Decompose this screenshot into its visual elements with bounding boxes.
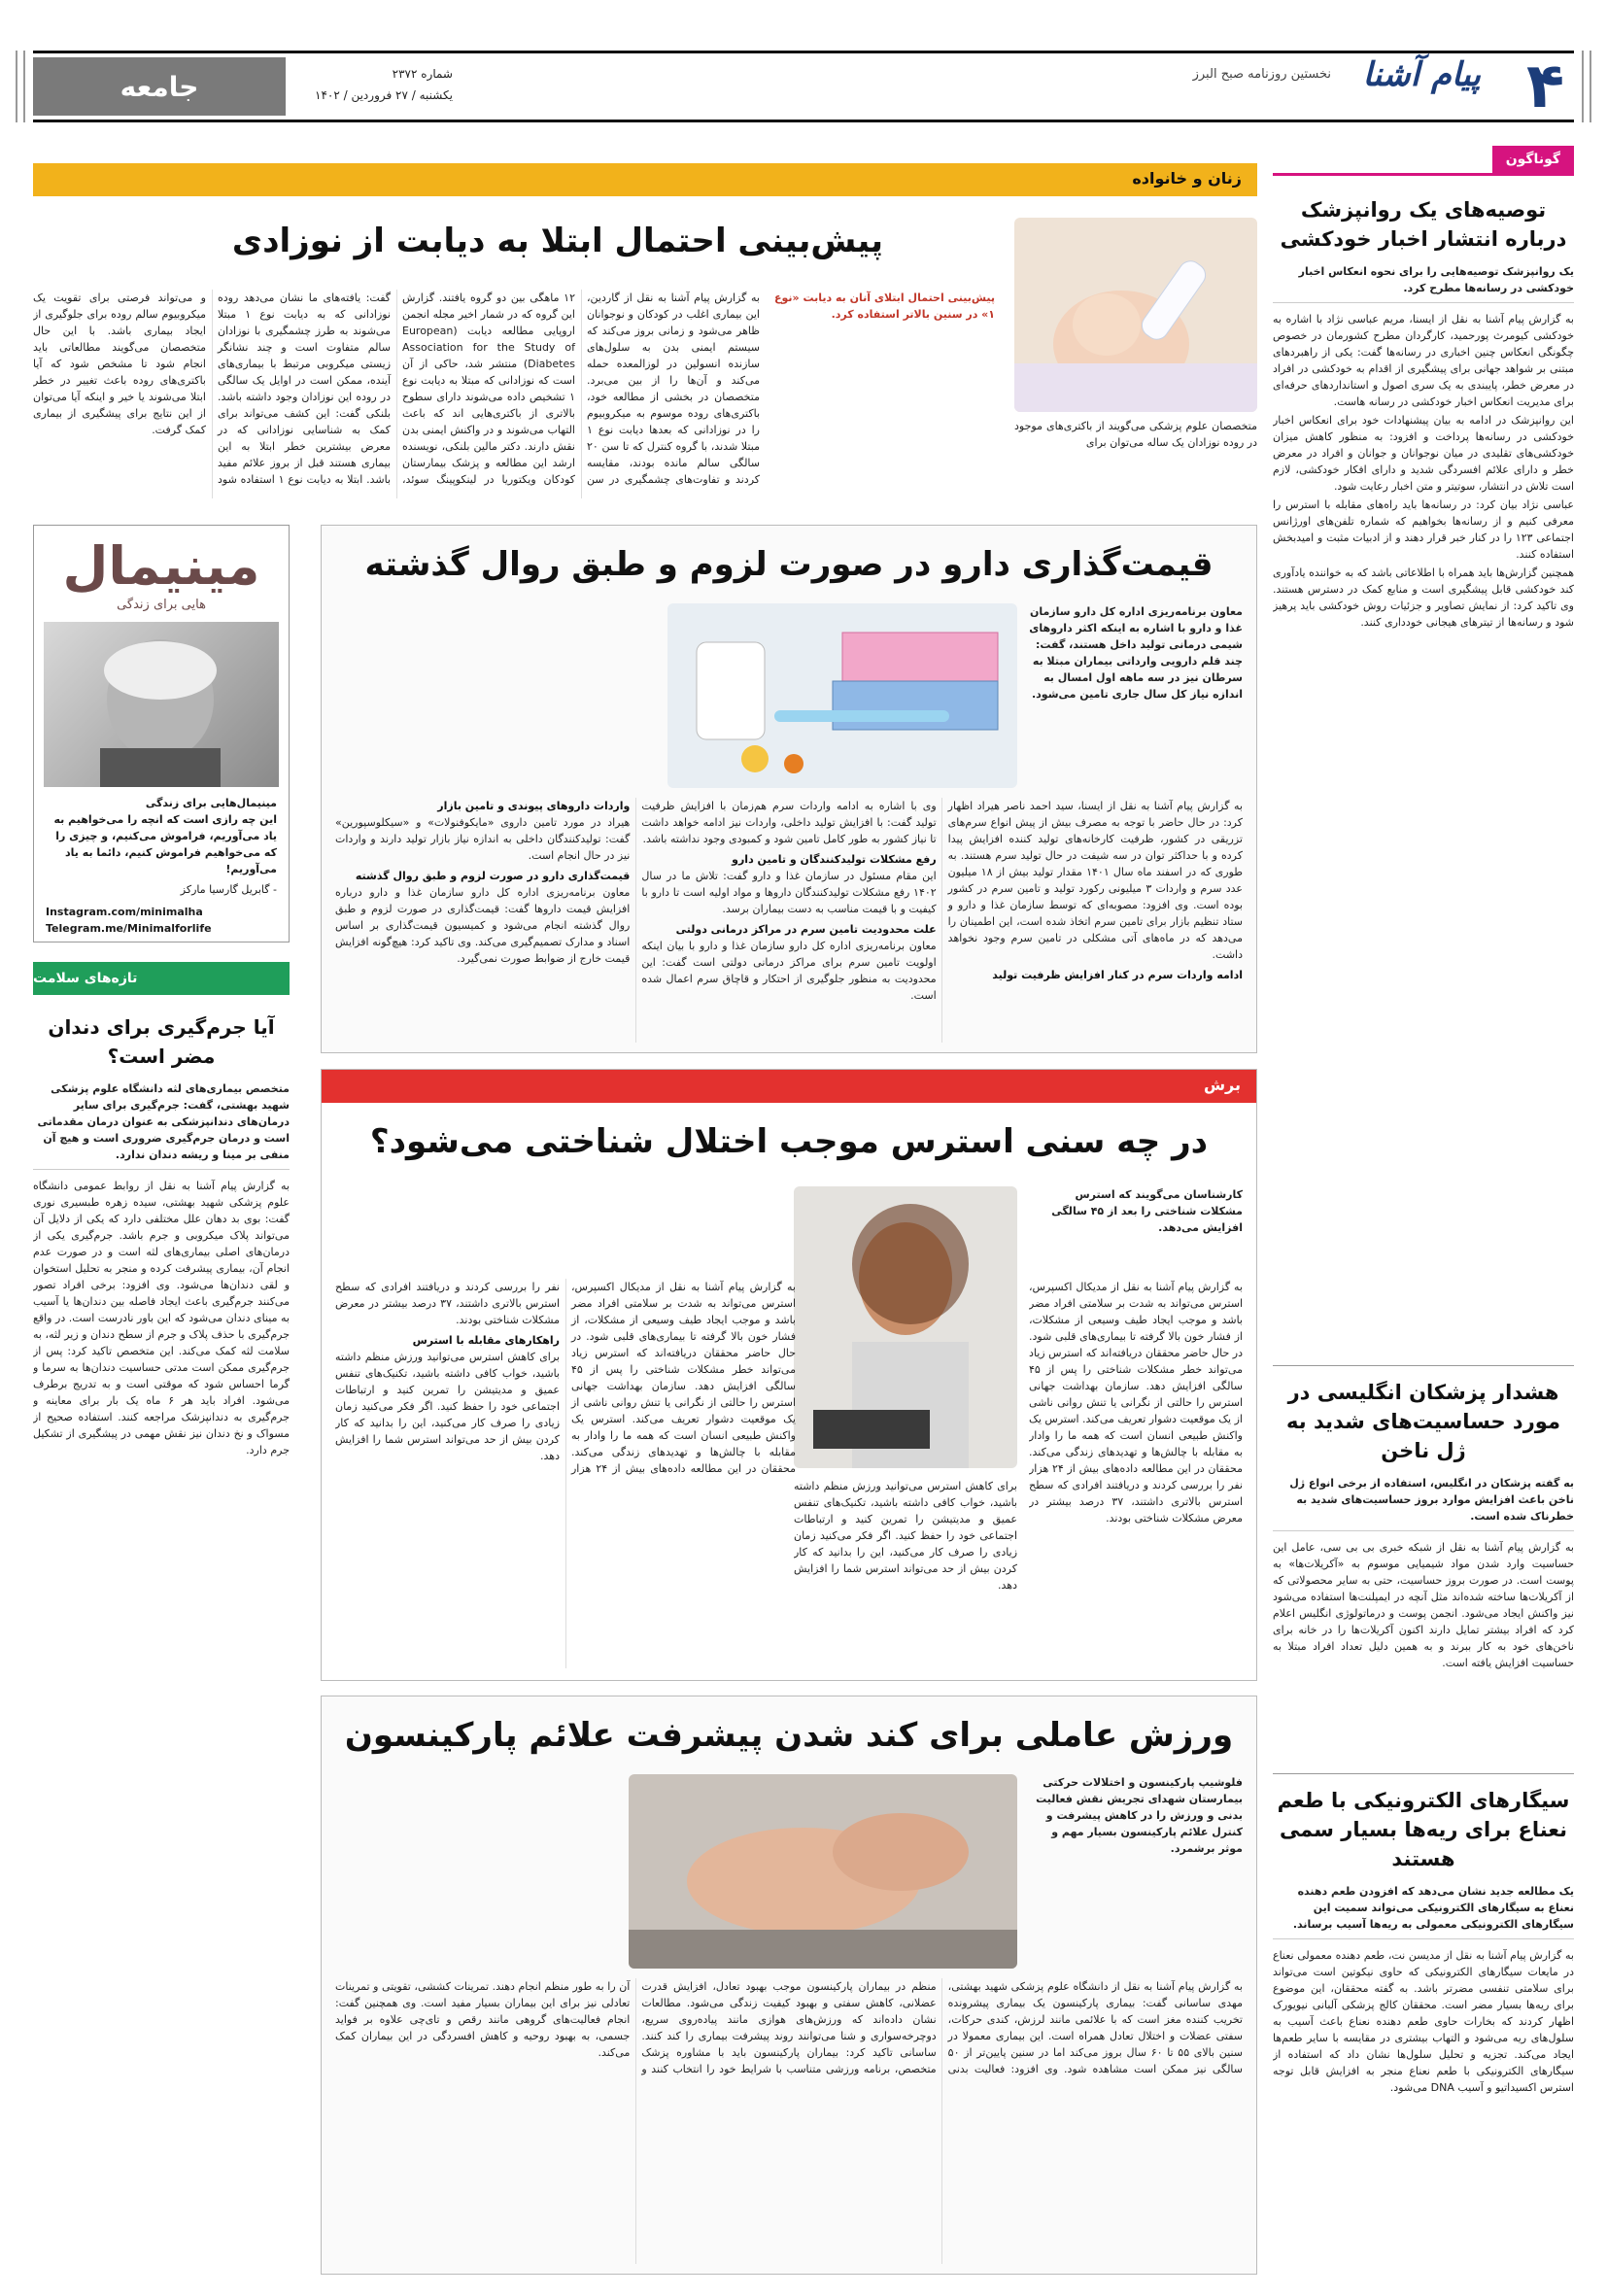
medicine-image xyxy=(667,603,1017,788)
sidebar-article-body: به گزارش پیام آشنا به نقل از شبکه خبری بی بی سی، عامل این حساسیت وارد شدن مواد شیمیایی موسوم به «آکریلات‌ها» به پوست است. در صورت بروز حساسیت، حتی به سایر محصولاتی که از آکریلات‌ها ساخته شده‌اند مثل آنچه در ایمپلنت‌ها استفاده می‌شود نیز واکنش ایجاد می‌شود. انجمن پوست و درماتولوژی انگلیس اعلام کرد که افراد بیشتر تمایل دارند اکنون آکریلات‌ها را در خانه برای ناخن‌های خود به کار ببرند و به همین دلیل تعداد افراد مبتلا به حساسیت افزایش یافته است. xyxy=(1273,1541,1574,1669)
health-article-title: آیا جرم‌گیری برای دندان مضر است؟ xyxy=(48,1015,275,1068)
section-ribbon xyxy=(33,163,1257,196)
article-lead-block xyxy=(1029,603,1243,706)
health-article-body: به گزارش پیام آشنا به نقل از روابط عمومی دانشگاه علوم پزشکی شهید بهشتی، سیده زهره طبسیری نوری گفت: بوی بد دهان علل مختلفی دارد که یکی از دلایل آن می‌تواند پلاک میکروبی و جرم باشد. جرم‌گیری یکی از درمان‌های اصلی بیماری‌های لثه است و در صورت عدم انجام آن، بیماری پیشرفت کرده و منجر به تحلیل استخوان و لقی دندان‌ها می‌شود. وی افزود: برخی افراد تصور می‌کنند جرم‌گیری باعث ایجاد فاصله بین دندان‌ها یا آسیب به مینای دندان می‌شود که این باور نادرست است. در واقع جرم‌گیری با حذف پلاک و جرم از سطح دندان و زیر لثه، به سلامت لثه کمک می‌کند. این متخصص تاکید کرد: پس از جرم‌گیری ممکن است مدتی حساسیت دندان‌ها به سرما و گرما احساس شود که موقتی است و به تدریج برطرف می‌شود. افراد باید هر ۶ ماه یک بار برای معاینه و جرم‌گیری به دندانپزشک مراجعه کنند. استفاده صحیح از مسواک و نخ دندان نیز نقش مهمی در پیشگیری از تشکیل جرم دارد. xyxy=(33,1180,290,1456)
subheading: علت محدودیت تامین سرم در مراکز درمانی دولتی xyxy=(675,923,937,936)
paragraph: همچنین گزارش‌ها باید همراه با اطلاعاتی باشد که به خواننده یادآوری کند خودکشی قابل پیشگیری است و منابع کمک در دسترس هستند. وی تاکید کرد: از نمایش تصاویر و جزئیات روش خودکشی باید پرهیز شود و رسانه‌ها از تیترهای هیجانی خودداری کنند. xyxy=(1273,566,1574,629)
article-diabetes xyxy=(33,163,1257,503)
sidebar-column xyxy=(1273,146,1574,2274)
sidebar-article-title: سیگارهای الکترونیکی با طعم نعناع برای ریه‌ها بسیار سمی هستند xyxy=(1277,1789,1570,1870)
article-body-right-column xyxy=(1029,699,1243,796)
minimal-quote-block xyxy=(34,795,289,937)
article-lead: پیش‌بینی احتمال ابتلای آنان به دیابت «نوع ۱» در سنین بالاتر استفاده کرد. xyxy=(774,291,995,321)
article-title: پیش‌بینی احتمال ابتلا به دیابت از نوزادی xyxy=(231,222,884,260)
subheading: واردات داروهای پیوندی و تامین بازار xyxy=(437,800,631,812)
article-body-under-photo xyxy=(794,1478,1017,1668)
section-ribbon xyxy=(322,1070,1256,1103)
sidebar-article-ecigarette xyxy=(1273,1773,1574,2296)
minimal-logo: مینیمال xyxy=(62,535,260,597)
paragraph: وی با اشاره به ادامه واردات سرم هم‌زمان با افزایش ظرفیت تولید گفت: با افزایش تولید داخلی، واردات نیز ادامه خواهد داشت تا نیاز کشور به طور کامل تامین شود و کمبودی وجود نداشته باشد. xyxy=(641,800,937,845)
sidebar-article-title: توصیه‌های یک روانپزشک درباره انتشار اخبار خودکشی xyxy=(1280,198,1567,251)
sidebar-article-suicide-news xyxy=(1273,189,1574,1365)
page-number: ۴ xyxy=(1525,51,1564,122)
paragraph: معاون برنامه‌ریزی اداره کل دارو سازمان غذا و دارو درباره افزایش قیمت داروها گفت: قیمت‌گذاری در صورت لزوم و طبق روال گذشته انجام می‌شود و کمیسیون قیمت‌گذاری بر اساس اسناد و مدارک تصمیم‌گیری می‌کند. وی تاکید کرد: هیچ‌گونه افزایش قیمت خارج از ضوابط صورت نمی‌گیرد. xyxy=(335,886,631,965)
elderly-hands-image xyxy=(629,1774,1017,1969)
author-portrait xyxy=(44,622,279,787)
issue-number: شماره ۲۳۷۲ xyxy=(392,67,453,81)
left-ornament xyxy=(16,51,25,122)
minimal-author: - گابریل گارسیا مارکز xyxy=(180,883,277,896)
paragraph: برای کاهش استرس می‌توانید ورزش منظم داشته باشید، خواب کافی داشته باشید، تکنیک‌های تنفس عمیق و مدیتیشن را تمرین کنید و ارتباطات اجتماعی خود را حفظ کنید. اگر فکر می‌کنید زمان زیادی را صرف کار می‌کنید، این را بدانید که کار کردن بیش از حد می‌تواند استرس شما را افزایش دهد. xyxy=(335,1351,560,1462)
paragraph: برای کاهش استرس می‌توانید ورزش منظم داشته باشید، خواب کافی داشته باشید، تکنیک‌های تنفس عمیق و مدیتیشن را تمرین کنید و ارتباطات اجتماعی خود را حفظ کنید. اگر فکر می‌کنید زمان زیادی را صرف کار می‌کنید، این را بدانید که کار کردن بیش از حد می‌تواند استرس شما را افزایش دهد. xyxy=(794,1480,1017,1592)
paragraph: به گزارش پیام آشنا به نقل از ایسنا، سید احمد ناصر هیراد اظهار کرد: در حال حاضر با توجه به مصرف بیش از پیش انواع سرم‌های تزریقی در کشور، ظرفیت کارخانه‌های تولید کننده افزایش پیدا کرده و با حداکثر توان در سه شیفت در حال تولید سرم هستند. به طوری که در اسفند ماه سال ۱۴۰۱ مقدار تولید بیش از ۱۸ میلیون عدد سرم و واردات ۳ میلیونی رکورد تولید و تامین سرم در کشور بوده است. وی افزود: مصوبه‌ای که توسط سازمان غذا و دارو و ستاد تنظیم بازار برای تامین سرم اتخاذ شده است، این اطمینان را می‌دهد که در ماه‌های آتی مشکلی در تامین سرم وجود نخواهد داشت. xyxy=(947,800,1243,961)
photo-caption: متخصصان علوم پزشکی می‌گویند از باکتری‌های موجود در روده نوزادان یک ساله می‌توان برای xyxy=(1014,420,1257,449)
sidebar-article-nail-gel xyxy=(1273,1365,1574,1773)
article-text xyxy=(335,1279,1243,1668)
article-lead-block xyxy=(1029,1774,1243,1861)
article-title: قیمت‌گذاری دارو در صورت لزوم و طبق روال گذشته xyxy=(364,545,1214,584)
article-body-columns: به گزارش پیام آشنا به نقل از دانشگاه علوم پزشکی شهید بهشتی، مهدی ساسانی گفت: بیماری پارکینسون یک بیماری پیشرونده تخریب کننده مغز است که با علائمی مانند لرزش، کندی حرکات، سفتی عضلات و اختلال تعادل همراه است. این بیماری معمولا در سنین بالای ۵۵ تا ۶۰ سال بروز می‌کند اما در سنین پایین‌تر از ۵۰ سالگی نیز ممکن است مشاهده شود. وی افزود: فعالیت بدنی منظم در بیماران پارکینسون موجب بهبود تعادل، افزایش قدرت عضلانی، کاهش سفتی و بهبود کیفیت زندگی می‌شود. مطالعات نشان داده‌اند که ورزش‌های هوازی مانند پیاده‌روی سریع، دوچرخه‌سواری و شنا می‌توانند روند پیشرفت بیماری را کند کنند. ساسانی تاکید کرد: بیماران پارکینسون باید با مشاوره پزشک متخصص، برنامه ورزشی متناسب با شرایط خود را انتخاب کنند و آن را به طور منظم انجام دهند. تمرینات کششی، تقویتی و تمرینات تعادلی نیز برای این بیماران بسیار مفید است. وی همچنین گفت: انجام فعالیت‌های گروهی مانند رقص و تای‌چی علاوه بر فواید جسمی، به بهبود روحیه و کاهش افسردگی در این بیماران کمک می‌کند. xyxy=(335,1980,1243,2075)
portrait-image xyxy=(42,622,279,787)
article-lead: کارشناسان می‌گویند که استرس مشکلات شناختی را بعد از ۴۵ سالگی افزایش می‌دهد. xyxy=(1051,1188,1243,1234)
article-text xyxy=(335,1978,1243,2264)
paragraph: به گزارش پیام آشنا به نقل از ایسنا، مریم عباسی نژاد با اشاره به خودکشی کیومرث پورحمید، کارگردان مطرح کشورمان در خصوص چگونگی انعکاس چنین اخباری در رسانه‌ها گفت: یکی از راهبردهای مبتنی بر شواهد جهانی برای پیشگیری از اقدام به خودکشی در افراد در معرض خطر، پایبندی به یک سری اصول و استانداردهای حرفه‌ای برای مدیریت انعکاس اخبار خودکشی در رسانه هاست. xyxy=(1273,313,1574,408)
article-title: در چه سنی استرس موجب اختلال شناختی می‌شود؟ xyxy=(369,1122,1209,1161)
issue-date: یکشنبه / ۲۷ فروردین / ۱۴۰۲ xyxy=(315,88,453,102)
newspaper-slogan: نخستین روزنامه صبح البرز xyxy=(1192,67,1331,82)
baby-photo xyxy=(1014,218,1257,412)
sidebar-article-lead: یک روانپزشک توصیه‌هایی را برای نحوه انعکاس اخبار خودکشی در رسانه‌ها مطرح کرد. xyxy=(1273,263,1574,303)
instagram-link[interactable]: Instagram.com/minimalha xyxy=(46,906,203,918)
article-parkinson xyxy=(321,1696,1257,2275)
article-body-columns xyxy=(335,1279,796,1668)
sidebar-section-tag: گوناگون xyxy=(1492,146,1574,173)
telegram-link[interactable]: Telegram.me/Minimalforlife xyxy=(46,922,212,935)
sidebar-article-body: به گزارش پیام آشنا به نقل از مدیسن نت، طعم دهنده معمولی نعناع در مایعات سیگارهای الکترونیکی که حاوی نیکوتین است می‌تواند برای سلامتی تنفسی مضرتر باشد. به گفته محققان، این موضوع برای ریه‌ها بسیار مضر است. محققان کالج پزشکی آلبانی نیویورک اظهار کردند که بخارات حاوی طعم دهنده نعناع باعث آسیب به سلول‌های ریه می‌شود و التهاب بیشتری در مقایسه با سایر طعم‌ها ایجاد می‌کند. تجزیه و تحلیل سلول‌ها نشان داد که استفاده از سیگارهای الکترونیکی با طعم نعناع منجر به افزایش قابل توجه استرس اکسیداتیو و آسیب DNA می‌شود. xyxy=(1273,1949,1574,2094)
ribbon-label: زنان و خانواده xyxy=(1132,169,1242,188)
minimal-box xyxy=(33,525,290,942)
masthead xyxy=(33,51,1574,122)
hands-photo xyxy=(629,1774,1017,1969)
article-drug-pricing xyxy=(321,525,1257,1053)
subheading: قیمت‌گذاری دارو در صورت لزوم و طبق روال گذشته xyxy=(355,870,631,882)
sidebar-article-lead: یک مطالعه جدید نشان می‌دهد که افزودن طعم دهنده نعناع به سیگارهای الکترونیکی می‌تواند سمیت این سیگارهای الکترونیکی معمولی به ریه‌ها آسیب برساند. xyxy=(1273,1883,1574,1939)
article-text xyxy=(335,798,1243,1043)
article-lead: فلوشیپ پارکینسون و اختلالات حرکتی بیمارستان شهدای تجریش نقش فعالیت بدنی و ورزش را در کاهش پیشرفت و کنترل علائم پارکینسون بسیار مهم و موثر برشمرد. xyxy=(1036,1776,1243,1855)
article-body-right: به گزارش پیام آشنا به نقل از مدیکال اکسپرس، استرس می‌تواند به شدت بر سلامتی افراد مضر باشد و موجب ایجاد طیف وسیعی از مشکلات، از فشار خون بالا گرفته تا بیماری‌های قلبی شود. در حال حاضر محققان دریافته‌اند که استرس زیاد می‌تواند خطر مشکلات شناختی را پس از ۴۵ سالگی افزایش دهد. سازمان بهداشت جهانی استرس را حالتی از نگرانی یا تنش روانی ناشی از یک موقعیت دشوار تعریف می‌کند. استرس یک واکنش طبیعی انسان است که همه ما را وادار به مقابله با چالش‌ها و تهدیدهای زندگی می‌کند. محققان در این مطالعه داده‌های بیش از ۲۴ هزار نفر را بررسی کردند و دریافتند افرادی که سطح استرس بالاتری داشتند، ۳۷ درصد بیشتر در معرض مشکلات شناختی بودند. xyxy=(1029,1281,1243,1525)
article-stress xyxy=(321,1069,1257,1681)
section-label: جامعه xyxy=(33,57,286,116)
pills-photo xyxy=(667,603,1017,788)
health-section-tag xyxy=(33,962,290,995)
subheading: راهکارهای مقابله با استرس xyxy=(412,1334,560,1347)
paragraph: معاون برنامه‌ریزی اداره کل دارو سازمان غذا و دارو با بیان اینکه اولویت تامین سرم برای مراکز درمانی دولتی است گفت: این محدودیت به منظور جلوگیری از احتکار و قاچاق سرم اعمال شده است. xyxy=(641,940,937,1002)
article-body-columns xyxy=(335,798,1243,1043)
issue-meta xyxy=(315,63,453,106)
minimal-quote: این چه رازی است که انچه را می‌خواهیم به یاد می‌آوریم، فراموش می‌کنیم، و چیزی را که می‌خواهیم فراموش کنیم، دائما به یاد می‌آوریم! xyxy=(53,813,277,875)
subheading: ادامه واردات سرم در کنار افزایش ظرفیت تولید xyxy=(992,969,1243,981)
paragraph: هیراد در مورد تامین داروی «مایکوفنولات» و «سیکلوسپورین» گفت: تولیدکنندگان داخلی به اندازه نیاز بازار تولید دارند و واردات نیز در حال انجام است. xyxy=(335,816,631,862)
health-article-lead: متخصص بیماری‌های لثه دانشگاه علوم پزشکی شهید بهشتی، گفت: جرم‌گیری برای سایر درمان‌های دندانپزشکی به عنوان درمان مقدماتی است و درمان جرم‌گیری ضروری است و هیچ آن منفی بر مینا و ریشه دندان ندارد. xyxy=(33,1080,290,1170)
sidebar-tag-line xyxy=(1273,173,1574,176)
right-ornament xyxy=(1582,51,1591,122)
article-body-text xyxy=(335,1279,796,1668)
health-tag-label: تازه‌های سلامت xyxy=(33,971,138,986)
paragraph: عباسی نژاد بیان کرد: در رسانه‌ها باید راه‌های مقابله با استرس را معرفی کنیم و از رسانه‌ها بخواهیم که شماره تلفن‌های اورژانس اجتماعی ۱۲۳ را در کنار خبر قرار دهند و از ادبیات مثبت و امیدبخش استفاده کنند. xyxy=(1273,498,1574,561)
newspaper-logo: پیام آشنا xyxy=(1362,55,1481,94)
article-text xyxy=(33,290,995,498)
sidebar-article-title: هشدار پزشکان انگلیسی در مورد حساسیت‌های شدید به ژل ناخن xyxy=(1286,1381,1560,1462)
article-body: به گزارش پیام آشنا به نقل از گاردین، این بیماری اغلب در کودکان و نوجوانان ظاهر می‌شود و زمانی بروز می‌کند که سیستم ایمنی بدن به سلول‌های سازنده انسولین در لوزالمعده حمله می‌کند و آن‌ها را از بین می‌برد. متخصصان در بخشی از مطالعه خود، باکتری‌های روده موسوم به میکروبیوم را در نوزادانی که بعدها دیابت نوع ۱ مبتلا شدند، با گروه کنترل که تا سن ۲۰ سالگی سالم مانده بودند، مقایسه کردند و تفاوت‌های چشمگیری در سن ۱۲ ماهگی بین دو گروه یافتند. گزارش این گروه که در شمار اخیر مجله انجمن اروپایی مطالعه دیابت (European Association for the Study of Diabetes) منتشر شد، حاکی از آن است که نوزادانی که مبتلا به دیابت نوع ۱ تشخیص داده می‌شوند دارای سطوح بالاتری از باکتری‌هایی اند که باعث التهاب می‌شوند و در واکنش ایمنی بدن نقش دارند. دکتر مالین بلنکی، نویسنده ارشد این مطالعه و پزشک بیمارستان کودکان ویکتوریا در لینکوپینگ سوئد، گفت: یافته‌های ما نشان می‌دهد روده نوزادانی که به دیابت نوع ۱ مبتلا می‌شوند به طرز چشمگیری با نوزادان سالم متفاوت است و چند نشانگر زیستی میکروبی مرتبط با بیماری‌های آینده، ممکن است در اوایل یک سالگی در روده این نوزادان وجود داشته باشد. بلنکی گفت: این کشف می‌تواند برای کمک به شناسایی نوزادانی که در معرض بیشترین خطر ابتلا به این بیماری هستند قبل از بروز علائم مفید باشد. ابتلا به دیابت نوع ۱ استفاده شود و می‌تواند فرصتی برای تقویت یک میکروبیوم سالم روده برای جلوگیری از ایجاد بیماری باشد. با این حال متخصصان می‌گویند مطالعاتی باید انجام شود تا مشخص شود که آیا باکتری‌های روده باعث تغییر در خطر ابتلا می‌شوند یا خیر و اینکه آیا می‌توان از این نتایج برای پیشگیری از بیماری کمک گرفت. xyxy=(33,291,760,486)
minimal-subtitle: هایی برای زندگی xyxy=(117,598,206,612)
article-lead-block xyxy=(1029,1186,1243,1240)
subheading: رفع مشکلات تولیدکنندگان و تامین دارو xyxy=(732,853,937,866)
baby-feeding-image xyxy=(1014,218,1257,412)
ribbon-label: برش xyxy=(1203,1076,1241,1094)
sidebar-article-body xyxy=(1273,311,1574,631)
article-title: ورزش عاملی برای کند شدن پیشرفت علائم پارکینسون xyxy=(344,1716,1234,1755)
sidebar-article-lead: به گفته پزشکان در انگلیس، استفاده از برخی انواع ژل ناخن باعث افزایش موارد بروز حساسیت‌های شدید به خطرناک شده است. xyxy=(1273,1475,1574,1531)
paragraph: این مقام مسئول در سازمان غذا و دارو گفت: تلاش ما در سال ۱۴۰۲ رفع مشکلات تولیدکنندگان داروها و مواد اولیه است تا دارو با کیفیت و با قیمت مناسب به دست بیماران برسد. xyxy=(641,870,937,915)
article-lead: معاون برنامه‌ریزی اداره کل دارو سازمان غذا و دارو با اشاره به اینکه اکثر داروهای شیمی درمانی تولید داخل هستند، گفت: چند قلم دارویی وارداتی بیماران مبتلا به سرطان نیز در سه ماهه اول امسال به اندازه نیاز کل سال جاری تامین می‌شود. xyxy=(1029,605,1243,701)
paragraph: این روانپزشک در ادامه به بیان پیشنهادات خود برای انعکاس اخبار خودکشی در رسانه‌ها پرداخت و افزود: به منظور کاهش میزان خودکشی‌های تقلیدی در میان نوجوانان و جوانان و افراد در معرض خطر و دارای علائم افسردگی شدید و دارای افکار خودکشی، لازم است تلاش در انتشار، سوتیتر و متن اخبار رعایت شود. xyxy=(1273,414,1574,493)
minimal-caption-title: مینیمال‌هایی برای زندگی xyxy=(145,797,277,809)
health-article xyxy=(33,1007,290,2270)
paragraph: به گزارش پیام آشنا به نقل از مدیکال اکسپرس، استرس می‌تواند به شدت بر سلامتی افراد مضر باشد و موجب ایجاد طیف وسیعی از مشکلات، از فشار خون بالا گرفته تا بیماری‌های قلبی شود. در حال حاضر محققان دریافته‌اند که استرس زیاد می‌تواند خطر مشکلات شناختی را پس از ۴۵ سالگی افزایش دهد. سازمان بهداشت جهانی استرس را حالتی از نگرانی یا تنش روانی ناشی از یک موقعیت دشوار تعریف می‌کند. استرس یک واکنش طبیعی انسان است که همه ما را وادار به مقابله با چالش‌ها و تهدیدهای زندگی می‌کند. محققان در این مطالعه داده‌های بیش از ۲۴ هزار نفر را بررسی کردند و دریافتند افرادی که سطح استرس بالاتری داشتند، ۳۷ درصد بیشتر در معرض مشکلات شناختی بودند. xyxy=(335,1281,796,1475)
